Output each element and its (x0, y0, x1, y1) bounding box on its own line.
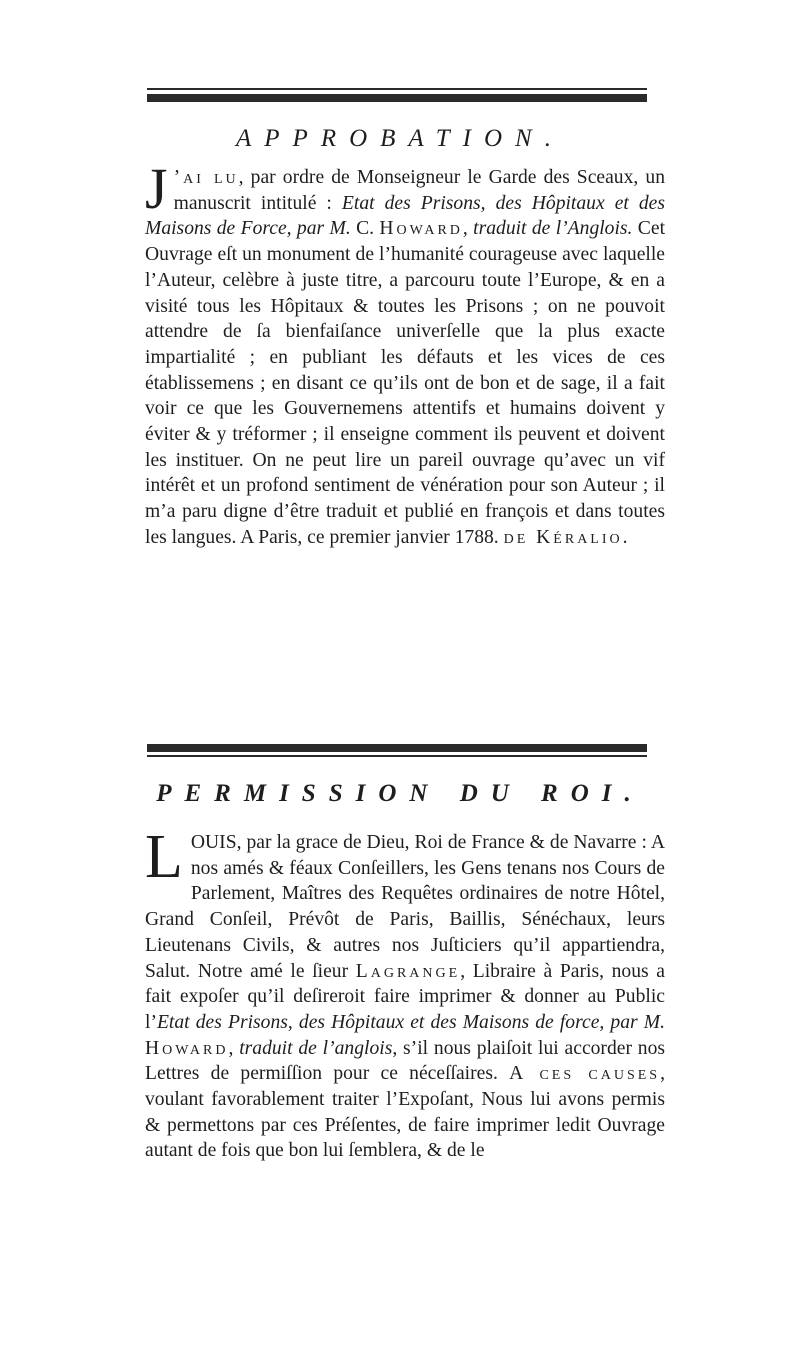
middle-rule-thick (147, 744, 647, 752)
approbation-opening: ’ai lu (173, 167, 239, 188)
approbation-dropcap: J (145, 156, 168, 221)
top-rule-thin (147, 88, 647, 90)
approbation-text-3: , (462, 218, 474, 240)
approbation-text-2: C. (350, 218, 380, 240)
permission-paragraph (145, 823, 666, 1164)
approbation-author: Howard (379, 218, 463, 240)
approbation-text-4: Cet Ouvrage eſt un monument de l’humanité courageuse avec laquelle l’Auteur, celèbre à juste titre, a parcouru toute l’Europe, & en a visité tous les Hôpitaux & toutes les Prisons ; on ne pouvoit attendre de ſa bienfaiſance univerſelle que la plus exacte impartialité ; en publiant les défauts et les vices de ces établissemens ; en disant ce qu’ils ont de bon et de sage, il a fait voir ce que les Gouvernemens attentifs et humains doivent y éviter & y tréformer ; il enseigne comment ils peuvent et doivent les instituer. On ne peut lire un pareil ouvrage qu’avec un vif intérêt et un profond sentiment de vénération pour son Auteur ; il m’a paru digne d’être traduit et publié en françois et dans toutes les langues. A Paris, ce premier janvier 1788. (145, 218, 666, 548)
top-rule-thick (147, 94, 647, 102)
approbation-translation-note: traduit de l’Anglois. (473, 218, 633, 240)
permission-translation-note: traduit de l’anglois (239, 1037, 393, 1059)
middle-rule-thin (147, 755, 647, 757)
permission-text-6: , voulant favorablement traiter l’Expoſant, Nous lui avons permis & permettons par ces Préſentes, de faire imprimer ledit Ouvrage autant de fois que bon lui ſemblera, & de le (145, 1063, 665, 1162)
approbation-text-1: , par ordre de Monseigneur le Garde des Sceaux, un manuscrit intitulé : (173, 167, 665, 214)
permission-text-5: , s’il nous plaiſoit lui accorder nos Lettres de permiſſion pour ce néceſſaires. (145, 1037, 666, 1085)
approbation-book-title: Etat des Prisons, des Hôpitaux et des Maisons de Force, par M. (145, 192, 665, 240)
permission-book-title: Etat des Prisons, des Hôpitaux et des Maisons de force, par M. (156, 1011, 665, 1033)
approbation-heading: APPROBATION. (236, 125, 564, 152)
permission-heading: PERMISSION DU ROI. (156, 780, 644, 807)
permission-text-2: , Libraire à Paris, nous a fait expoſer qu’il deſireroit faire imprimer & donner au Public l’ (145, 960, 665, 1033)
approbation-signature: de Kéralio. (503, 526, 631, 548)
permission-author: Howard (145, 1037, 229, 1059)
permission-bookseller: Lagrange (355, 960, 461, 982)
permission-dropcap: L (145, 823, 183, 891)
permission-text-1: OUIS, par la grace de Dieu, Roi de France & de Navarre : A nos amés & féaux Conſeillers, les Gens tenans nos Cours de Parlement, Maîtres des Requêtes ordinaires de notre Hôtel, Grand Conſeil, Prévôt de Paris, Baillis, Sénéchaux, leurs Lieutenans Civils, & autres nos Juſticiers qu’il appartiendra, Salut. Notre amé le ſieur (145, 832, 665, 982)
permission-causes: A ces causes (509, 1063, 661, 1085)
permission-text-4: , (228, 1037, 240, 1059)
approbation-paragraph (145, 156, 666, 551)
